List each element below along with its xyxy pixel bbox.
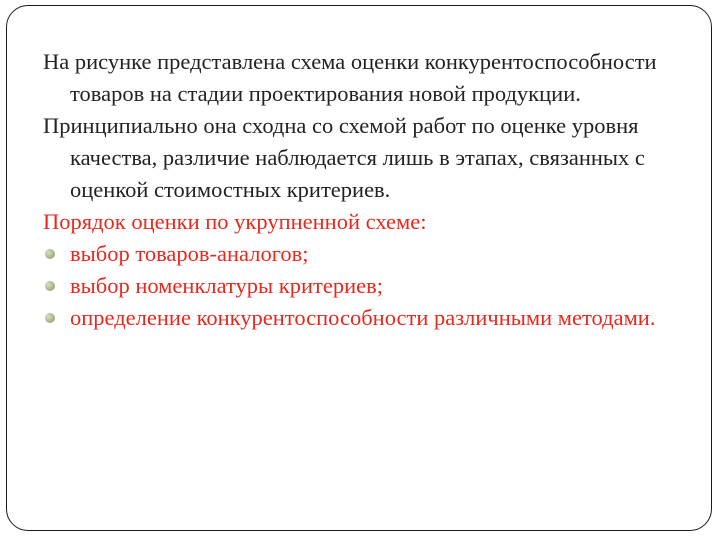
similarity-paragraph: Принципиально она сходна со схемой работ по оценке уровня качества, различие наблюдается лишь в этапах, связанных с оценкой стоимостных критериев. bbox=[43, 113, 645, 202]
list-item bbox=[43, 238, 693, 270]
list-item bbox=[43, 270, 693, 302]
intro-paragraph: На рисунке представлена схема оценки конкурентоспособности товаров на стадии проектирования новой продукции. bbox=[43, 49, 657, 106]
list-item-text: выбор номенклатуры критериев; bbox=[70, 273, 383, 298]
bullet-icon bbox=[45, 281, 55, 291]
bullet-icon bbox=[45, 313, 55, 323]
slide-content bbox=[43, 46, 693, 334]
procedure-steps-list bbox=[43, 238, 693, 334]
slide-frame bbox=[6, 5, 712, 531]
list-item-text: выбор товаров-аналогов; bbox=[70, 241, 309, 266]
list-item bbox=[43, 302, 693, 334]
procedure-heading: Порядок оценки по укрупненной схеме: bbox=[43, 209, 427, 234]
list-item-text: определение конкурентоспособности различными методами. bbox=[70, 305, 656, 330]
bullet-icon bbox=[45, 249, 55, 259]
